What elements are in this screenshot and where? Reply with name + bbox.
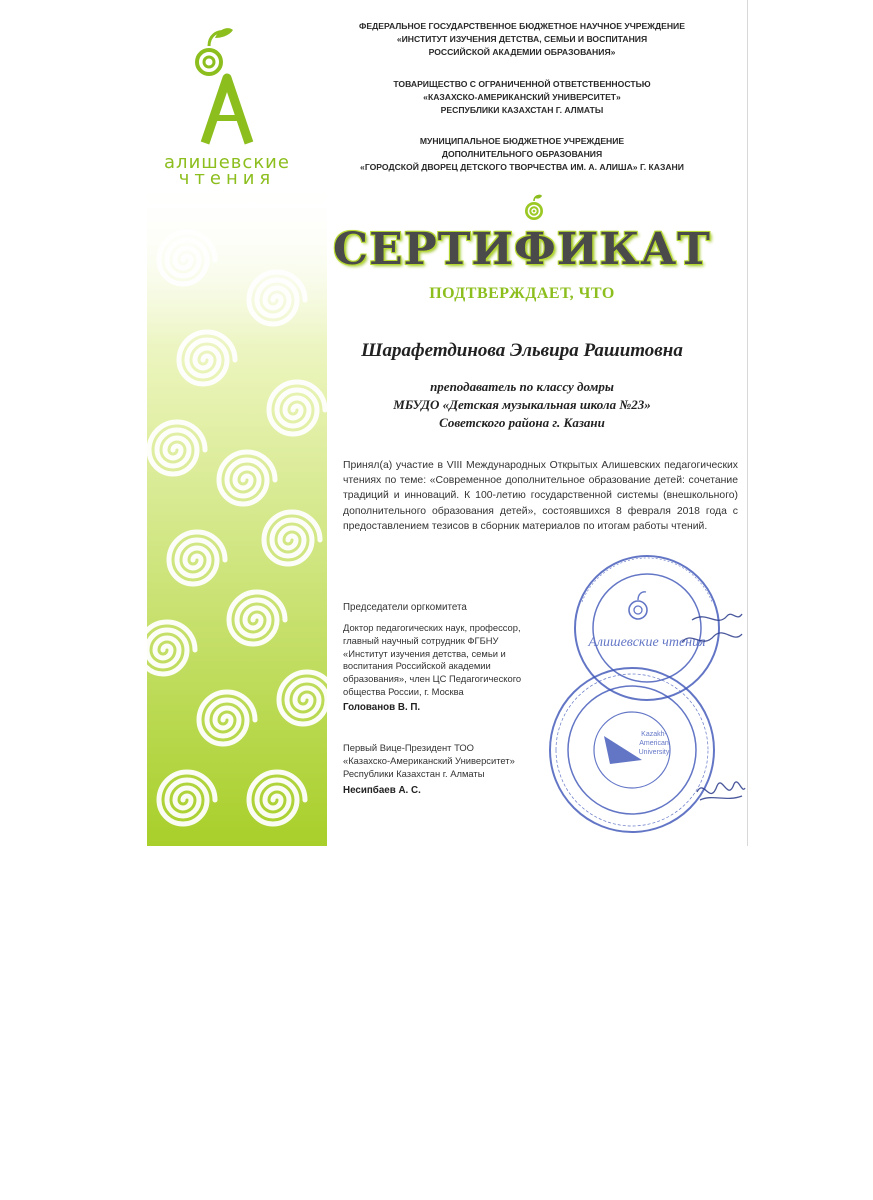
signatory-1-line1: Доктор педагогических наук, профессор, [343, 622, 521, 633]
organization-header-3 [332, 135, 712, 174]
stamp-alishev-readings [575, 556, 719, 700]
page-blank-bottom [0, 846, 873, 1200]
org3-line2: ДОПОЛНИТЕЛЬНОГО ОБРАЗОВАНИЯ [441, 149, 603, 159]
org2-line3: РЕСПУБЛИКИ КАЗАХСТАН Г. АЛМАТЫ [440, 105, 604, 115]
org1-line3: РОССИЙСКОЙ АКАДЕМИИ ОБРАЗОВАНИЯ» [428, 47, 616, 57]
org1-line1: ФЕДЕРАЛЬНОЕ ГОСУДАРСТВЕННОЕ БЮДЖЕТНОЕ НАУЧНОЕ УЧРЕЖДЕНИЕ [359, 21, 685, 31]
certificate-body-text: Принял(а) участие в VIII Международных Открытых Алишевских педагогических чтениях по теме: «Современное дополнительное образование детей: сочетание традиций и инноваций. К 100-летию государственной системы (внешкольного) дополнительного образования детей», состоявшихся 8 февраля 2018 года с предоставлением тезисов в сборник материалов по итогам работы чтений. [343, 460, 738, 532]
signatory-1-line2: главный научный сотрудник ФГБНУ [343, 634, 499, 646]
org1-line2: «ИНСТИТУТ ИЗУЧЕНИЯ ДЕТСТВА, СЕМЬИ И ВОСПИТАНИЯ [396, 34, 648, 44]
signatory-2-line1: Первый Вице-Президент ТОО [343, 742, 474, 753]
recipient-name: Шарафетдинова Эльвира Рашитовна [361, 340, 683, 361]
org3-line3: «ГОРОДСКОЙ ДВОРЕЦ ДЕТСКОГО ТВОРЧЕСТВА ИМ. А. АЛИША» Г. КАЗАНИ [360, 162, 684, 172]
stamp2-text-line1: Kazakh- [641, 731, 667, 738]
signatory-2-line3: Республики Казахстан г. Алматы [343, 767, 485, 779]
signatory-2-title [343, 742, 553, 780]
certificate-page [147, 0, 747, 846]
org3-line1: МУНИЦИПАЛЬНОЕ БЮДЖЕТНОЕ УЧРЕЖДЕНИЕ [419, 136, 625, 146]
signatory-1-name: Голованов В. П. [343, 702, 421, 713]
official-stamps [542, 550, 747, 846]
logo-text-line2: чтения [178, 168, 276, 189]
apple-spiral-icon [522, 193, 546, 223]
org2-line2: «КАЗАХСКО-АМЕРИКАНСКИЙ УНИВЕРСИТЕТ» [423, 92, 621, 102]
organization-header-2 [332, 78, 712, 117]
signatory-1-line5: образования», член ЦС Педагогического [343, 673, 522, 685]
signatory-1-line4: воспитания Российской академии [343, 660, 491, 672]
stamp1-center-text: Алишевские чтения [588, 635, 706, 650]
organization-header-1 [332, 20, 712, 59]
recipient-role-line3: Советского района г. Казани [439, 415, 605, 430]
signatures-heading: Председатели оргкомитета [343, 602, 467, 613]
certificate-title: СЕРТИФИКАТ [333, 224, 711, 275]
signatory-2-name: Несипбаев А. С. [343, 785, 421, 796]
org2-line1: ТОВАРИЩЕСТВО С ОГРАНИЧЕННОЙ ОТВЕТСТВЕННОСТЬЮ [393, 79, 651, 89]
signatory-1-line6: общества России, г. Москва [343, 685, 464, 697]
recipient-role-line2: МБУДО «Детская музыкальная школа №23» [393, 397, 651, 412]
signatory-2-line2: «Казахско-Американский Университет» [343, 754, 515, 766]
recipient-role-line1: преподаватель по классу домры [430, 379, 614, 394]
stamp2-text-line2: American [639, 740, 669, 747]
certificate-subtitle: ПОДТВЕРЖДАЕТ, ЧТО [429, 285, 615, 302]
signatory-1-title [343, 622, 553, 699]
logo-text-line1: алишевские [164, 152, 290, 173]
recipient-role [332, 378, 712, 432]
signatory-1-line3: «Институт изучения детства, семьи и [343, 647, 506, 659]
stamp2-text-line3: University [638, 749, 670, 756]
stamp-kazakh-american-university [550, 668, 714, 832]
